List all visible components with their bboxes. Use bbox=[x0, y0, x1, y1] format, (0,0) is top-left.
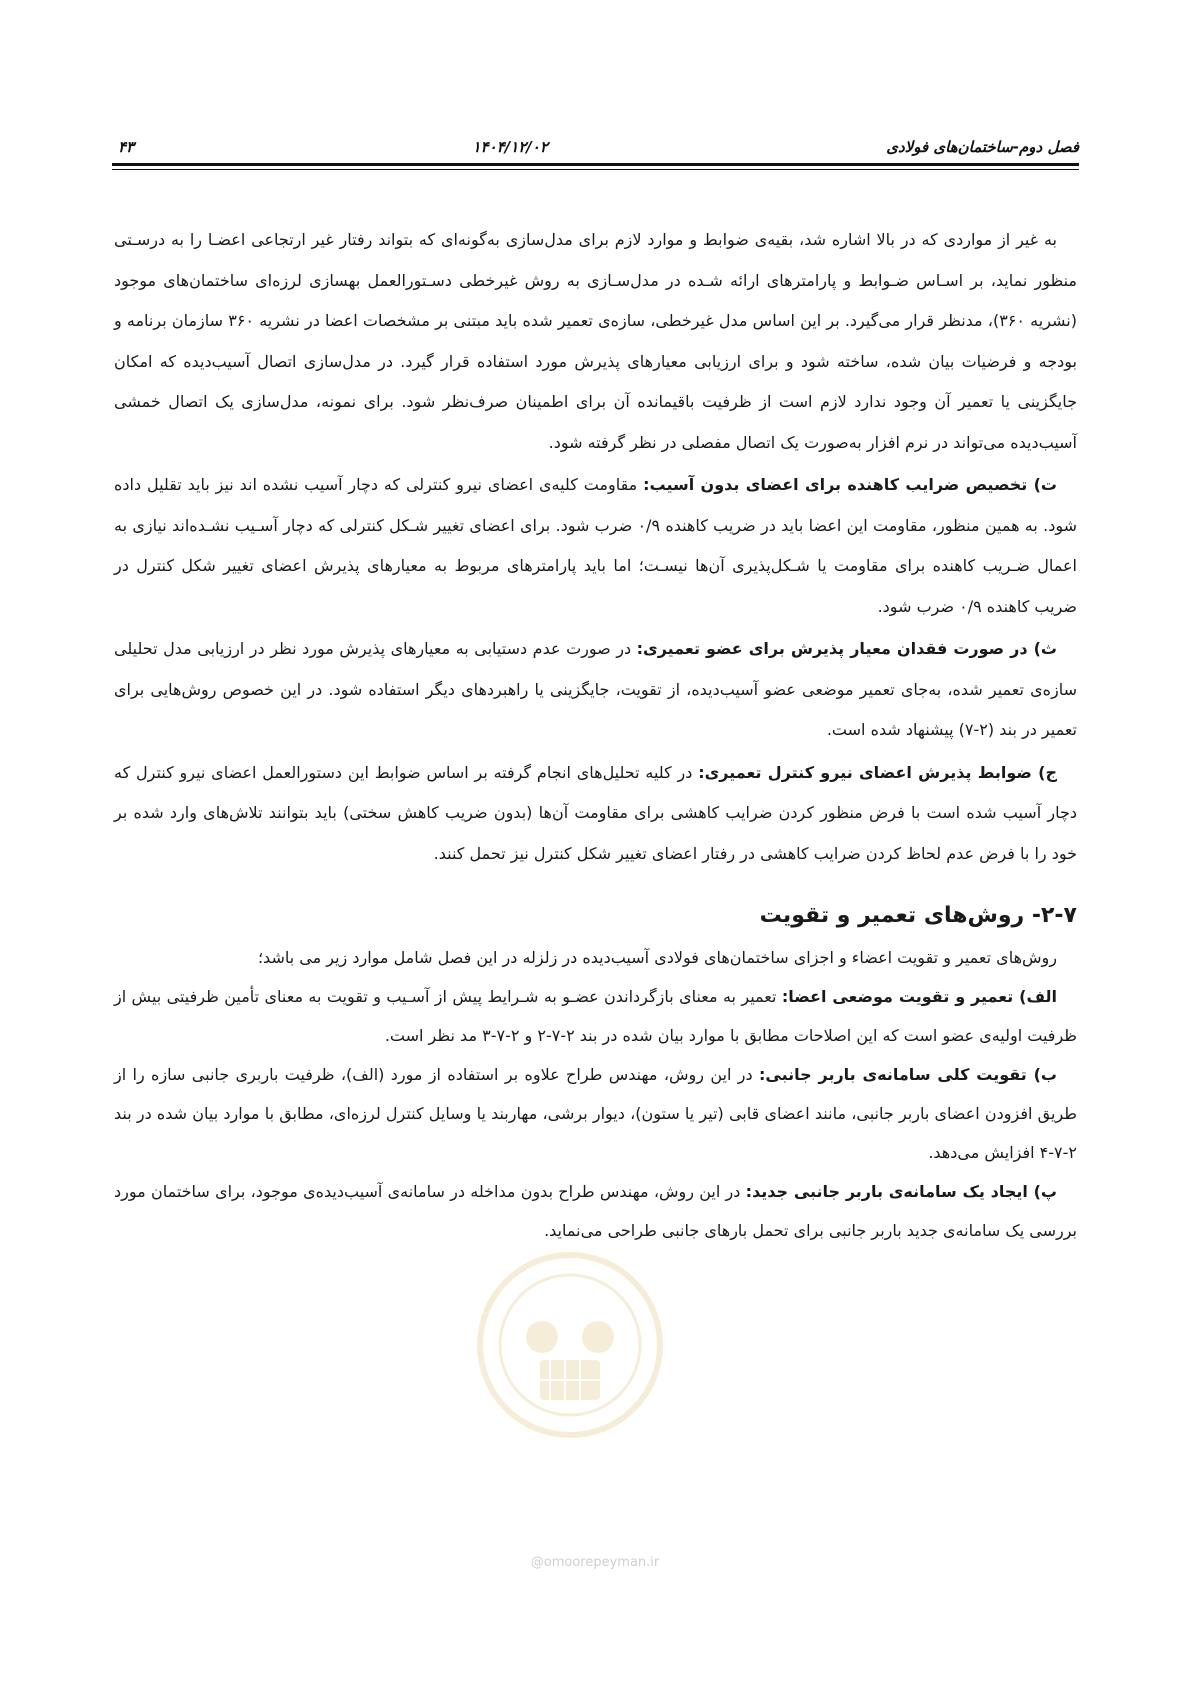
page-header bbox=[118, 132, 1079, 162]
header-rule-thin bbox=[112, 169, 1079, 170]
page-number: ۴۳ bbox=[118, 138, 135, 156]
paragraph-text: در این روش، مهندس طراح بدون مداخله در سامانه‌ی آسیب‌دیده‌ی موجود، برای ساختمان مورد بررسی یک سامانه‌ی جدید باربر جانبی برای تحمل بارهای جانبی طراحی می‌نماید. bbox=[114, 1182, 1077, 1240]
paragraph-lead: ب) تقویت کلی سامانه‌ی باربر جانبی: bbox=[758, 1065, 1057, 1084]
paragraph-modeling: به غیر از مواردی که در بالا اشاره شد، بقیه‌ی ضوابط و موارد لازم برای مدل‌سازی به‌گونه‌ای که بتواند رفتار غیر ارتجاعی اعضـا را به درسـتی منظور نماید، بر اسـاس ضـوابط و پارامترهای ارائه شـده در مدل‌سـازی به روش غیرخطی دسـتورالعمل بهسازی لرزه‌ای ساختمان‌های موجود (نشریه ۳۶۰)، مدنظر قرار می‌گیرد. بر این اساس مدل غیرخطی، سازه‌ی تعمیر شده باید مبتنی بر مشخصات اعضا در نشریه ۳۶۰ سازمان برنامه و بودجه و فرضیات بیان شده، ساخته شود و برای ارزیابی معیارهای پذیرش مورد استفاده قرار گیرد. در مدل‌سازی اتصال آسیب‌دیده که امکان جایگزینی یا تعمیر آن وجود ندارد لازم است از ظرفیت باقیمانده آن برای اطمینان صرف‌نظر شود. برای نمونه، مدل‌سازی یک اتصال خمشی آسیب‌دیده می‌تواند در نرم افزار به‌صورت یک اتصال مفصلی در نظر گرفته شود. bbox=[114, 230, 1077, 452]
paragraph-local-repair bbox=[114, 977, 1077, 1055]
paragraph-missing-criteria bbox=[114, 629, 1077, 751]
paragraph-text: در این روش، مهندس طراح علاوه بر استفاده از مورد (الف)، ظرفیت باربری جانبی سازه را از طریق افزودن اعضای باربر جانبی، مانند اعضای قابی (تیر یا ستون)، دیوار برشی، مهاربند یا وسایل کنترل لرزه‌ای، مطابق با موارد بیان شده در بند ۲-۷-۴ افزایش می‌دهد. bbox=[114, 1065, 1077, 1162]
section-heading: ۲-۷- روش‌های تعمیر و تقویت bbox=[759, 903, 1077, 928]
header-date: ۱۴۰۴/۱۲/۰۲ bbox=[472, 138, 548, 156]
paragraph-lead: ت) تخصیص ضرایب کاهنده برای اعضای بدون آسیب: bbox=[643, 475, 1057, 494]
paragraph-lead: پ) ایجاد یک سامانه‌ی باربر جانبی جدید: bbox=[745, 1182, 1058, 1201]
page-body bbox=[114, 220, 1077, 1250]
paragraph-lead: الف) تعمیر و تقویت موضعی اعضا: bbox=[781, 987, 1058, 1006]
paragraph-global-strengthening bbox=[114, 1055, 1077, 1172]
paragraph-text: در صورت عدم دستیابی به معیارهای پذیرش مورد نظر در ارزیابی مدل تحلیلی سازه‌ی تعمیر شده، به‌جای تعمیر موضعی عضو آسیب‌دیده، از تقویت، جایگزینی یا راهبردهای دیگر استفاده شود. در این خصوص روش‌هایی برای تعمیر در بند (۲-۷) پیشنهاد شده است. bbox=[114, 639, 1077, 739]
paragraph-text: تعمیر به معنای بازگرداندن عضـو به شـرایط پیش از آسـیب و تقویت به معنای تأمین ظرفیتی بیش از ظرفیت اولیه‌ی عضو است که این اصلاحات مطابق با موارد بیان شده در بند ۲-۷-۲ و ۲-۷-۳ مد نظر است. bbox=[114, 987, 1077, 1045]
paragraph-force-controlled bbox=[114, 753, 1077, 875]
paragraph-lead: ج) ضوابط پذیرش اعضای نیرو کنترل تعمیری: bbox=[698, 762, 1057, 782]
paragraph-reduction-factors bbox=[114, 465, 1077, 627]
paragraph-lead: ث) در صورت فقدان معیار پذیرش برای عضو تعمیری: bbox=[636, 639, 1058, 658]
paragraph-text: در کلیه تحلیل‌های انجام گرفته بر اساس ضوابط این دستورالعمل اعضای نیرو کنترل که دچار آسیب شده است با فرض منظور کردن ضرایب کاهشی برای مقاومت آن‌ها (بدون ضریب کاهش سختی) باید بتوانند تلاش‌های وارد شده بر خود را با فرض عدم لحاظ کردن ضرایب کاهشی در رفتار اعضای تغییر شکل کنترل نیز تحمل کنند. bbox=[114, 762, 1077, 863]
header-rule-thick bbox=[112, 163, 1079, 166]
watermark-logo-icon bbox=[470, 1245, 670, 1445]
paragraph-methods-intro: روش‌های تعمیر و تقویت اعضاء و اجزای ساختمان‌های فولادی آسیب‌دیده در زلزله در این فصل شامل موارد زیر می باشد؛ bbox=[257, 948, 1057, 967]
paragraph-text: مقاومت کلیه‌ی اعضای نیرو کنترلی که دچار آسیب نشده اند نیز باید تقلیل داده شود. به همین منظور، مقاومت این اعضا باید در ضریب کاهنده ۰/۹ ضرب شود. برای اعضای تغییر شـکل کنترلی که دچار آسـیب نشـده‌اند نیازی به اعمال ضـریب کاهنده برای مقاومت یا شـکل‌پذیری آن‌ها نیسـت؛ اما باید پارامترهای مربوط به معیارهای پذیرش اعضای تغییر شکل کنترل در ضریب کاهنده ۰/۹ ضرب شود. bbox=[114, 475, 1078, 616]
chapter-title: فصل دوم-ساختمان‌های فولادی bbox=[886, 138, 1079, 156]
paragraph-new-system bbox=[114, 1172, 1077, 1250]
watermark-url: @omoorepeyman.ir bbox=[530, 1555, 660, 1570]
